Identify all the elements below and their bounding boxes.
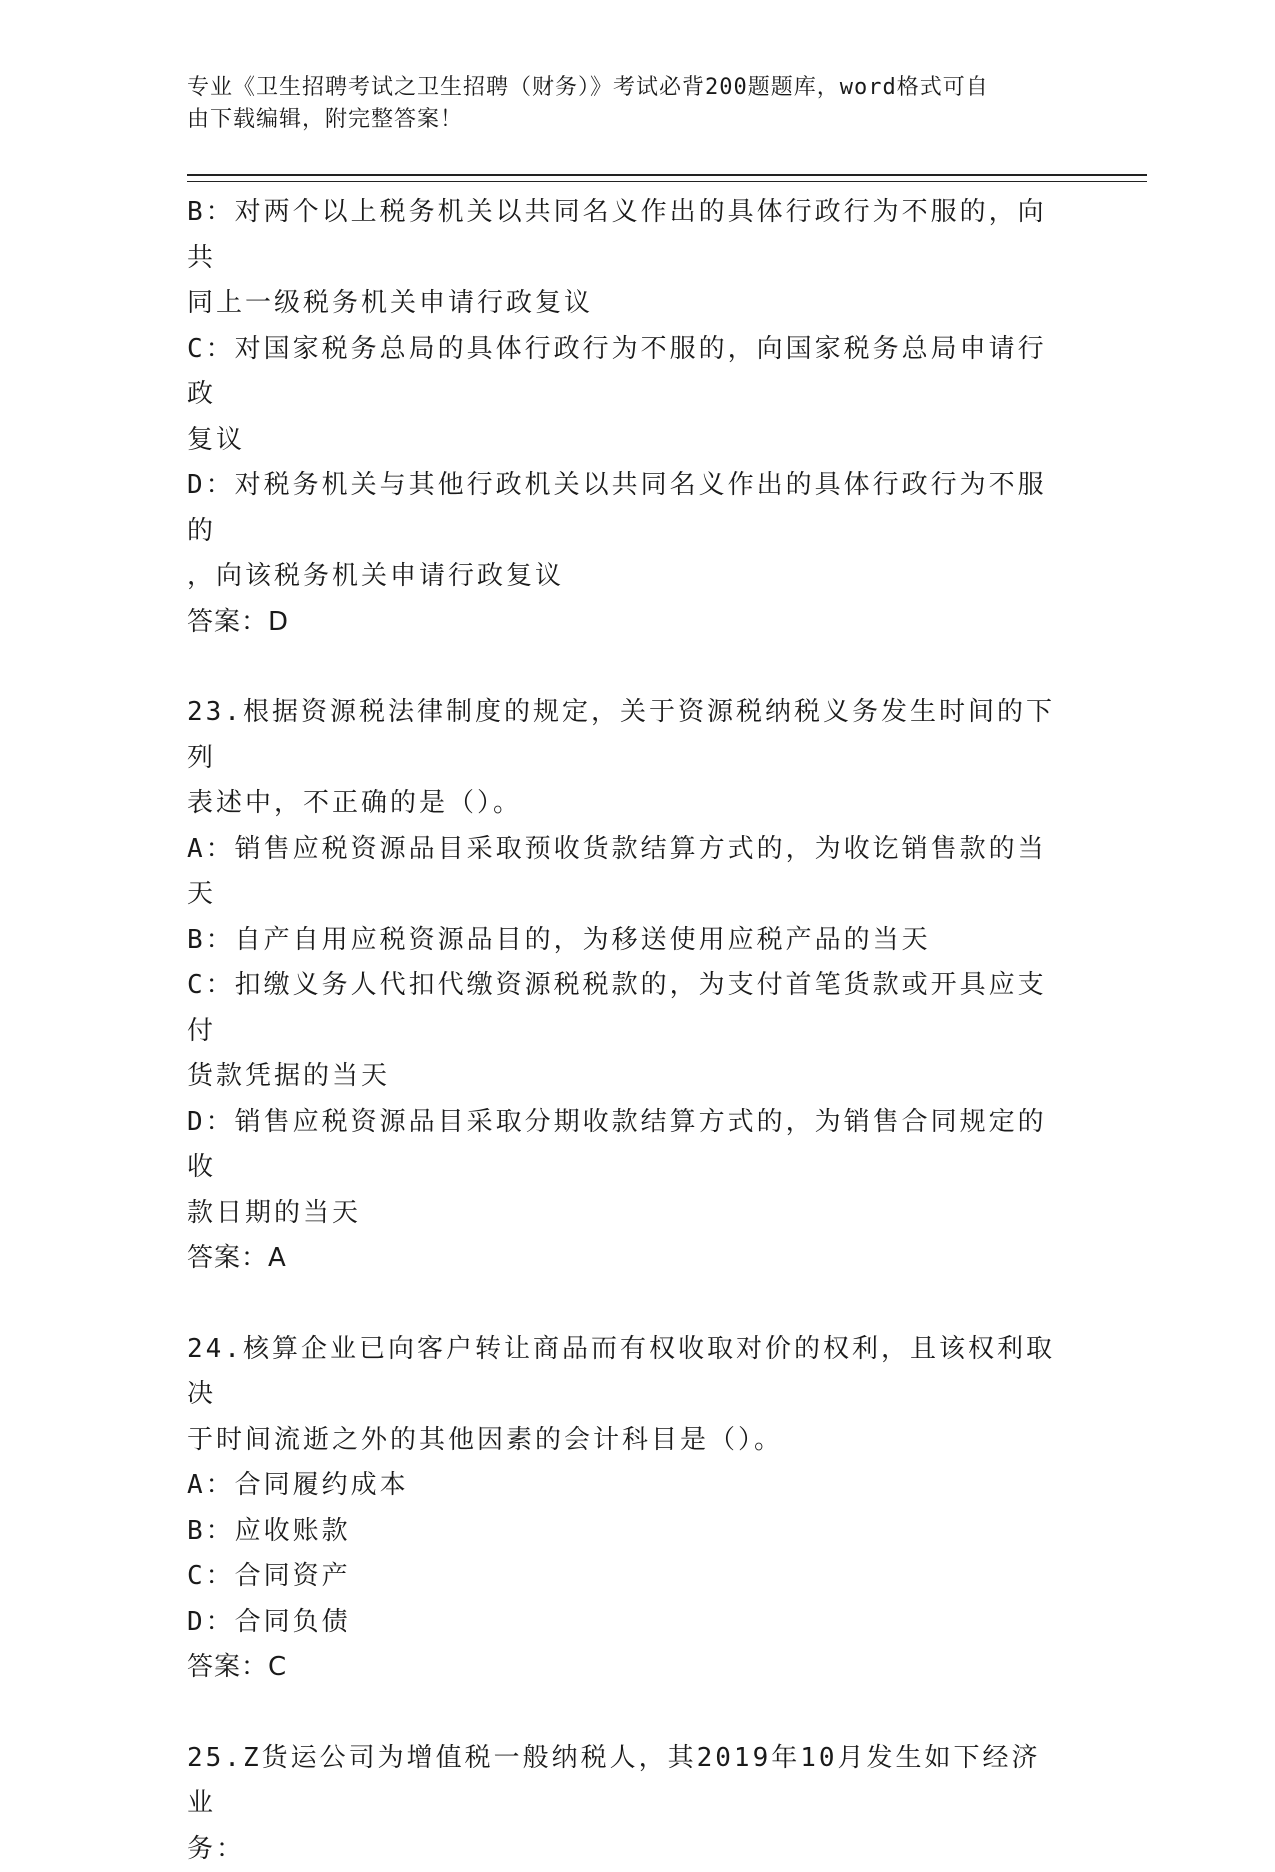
document-body	[187, 190, 1067, 1872]
option-d: D：合同负债	[187, 1600, 1067, 1646]
spacer	[187, 1282, 1067, 1327]
option-c: C：扣缴义务人代扣代缴资源税税款的，为支付首笔货款或开具应支付	[187, 963, 1067, 1054]
option-b-cont: 同上一级税务机关申请行政复议	[187, 281, 1067, 327]
question-stem: 23.根据资源税法律制度的规定，关于资源税纳税义务发生时间的下列	[187, 690, 1067, 781]
option-c: C：对国家税务总局的具体行政行为不服的，向国家税务总局申请行政	[187, 327, 1067, 418]
option-c-cont: 复议	[187, 418, 1067, 464]
question-24	[187, 1327, 1067, 1691]
document-header	[187, 72, 1067, 136]
header-line-2: 由下载编辑，附完整答案！	[187, 104, 1067, 136]
option-d-cont: ，向该税务机关申请行政复议	[187, 554, 1067, 600]
option-d: D：销售应税资源品目采取分期收款结算方式的，为销售合同规定的收	[187, 1100, 1067, 1191]
spacer	[187, 645, 1067, 690]
question-25	[187, 1736, 1067, 1872]
question-stem: 24.核算企业已向客户转让商品而有权收取对价的权利，且该权利取决	[187, 1327, 1067, 1418]
option-d: D：对税务机关与其他行政机关以共同名义作出的具体行政行为不服的	[187, 463, 1067, 554]
option-b: B：对两个以上税务机关以共同名义作出的具体行政行为不服的，向共	[187, 190, 1067, 281]
question-stem-cont: 务：	[187, 1827, 1067, 1872]
header-divider-thick	[187, 174, 1147, 176]
option-c-cont: 货款凭据的当天	[187, 1054, 1067, 1100]
option-c: C：合同资产	[187, 1554, 1067, 1600]
question-23	[187, 690, 1067, 1282]
question-22-options	[187, 190, 1067, 645]
question-stem-cont: 于时间流逝之外的其他因素的会计科目是（）。	[187, 1418, 1067, 1464]
header-divider-thin	[187, 181, 1147, 182]
question-stem-cont: 表述中，不正确的是（）。	[187, 781, 1067, 827]
answer: 答案：D	[187, 600, 1067, 646]
question-stem: 25.Z货运公司为增值税一般纳税人，其2019年10月发生如下经济业	[187, 1736, 1067, 1827]
header-line-1: 专业《卫生招聘考试之卫生招聘（财务）》考试必背200题题库，word格式可自	[187, 72, 1067, 104]
option-b: B：应收账款	[187, 1509, 1067, 1555]
option-a: A：销售应税资源品目采取预收货款结算方式的，为收讫销售款的当天	[187, 827, 1067, 918]
option-a: A：合同履约成本	[187, 1463, 1067, 1509]
option-d-cont: 款日期的当天	[187, 1191, 1067, 1237]
option-b: B：自产自用应税资源品目的，为移送使用应税产品的当天	[187, 918, 1067, 964]
answer: 答案：C	[187, 1645, 1067, 1691]
answer: 答案：A	[187, 1236, 1067, 1282]
spacer	[187, 1691, 1067, 1736]
